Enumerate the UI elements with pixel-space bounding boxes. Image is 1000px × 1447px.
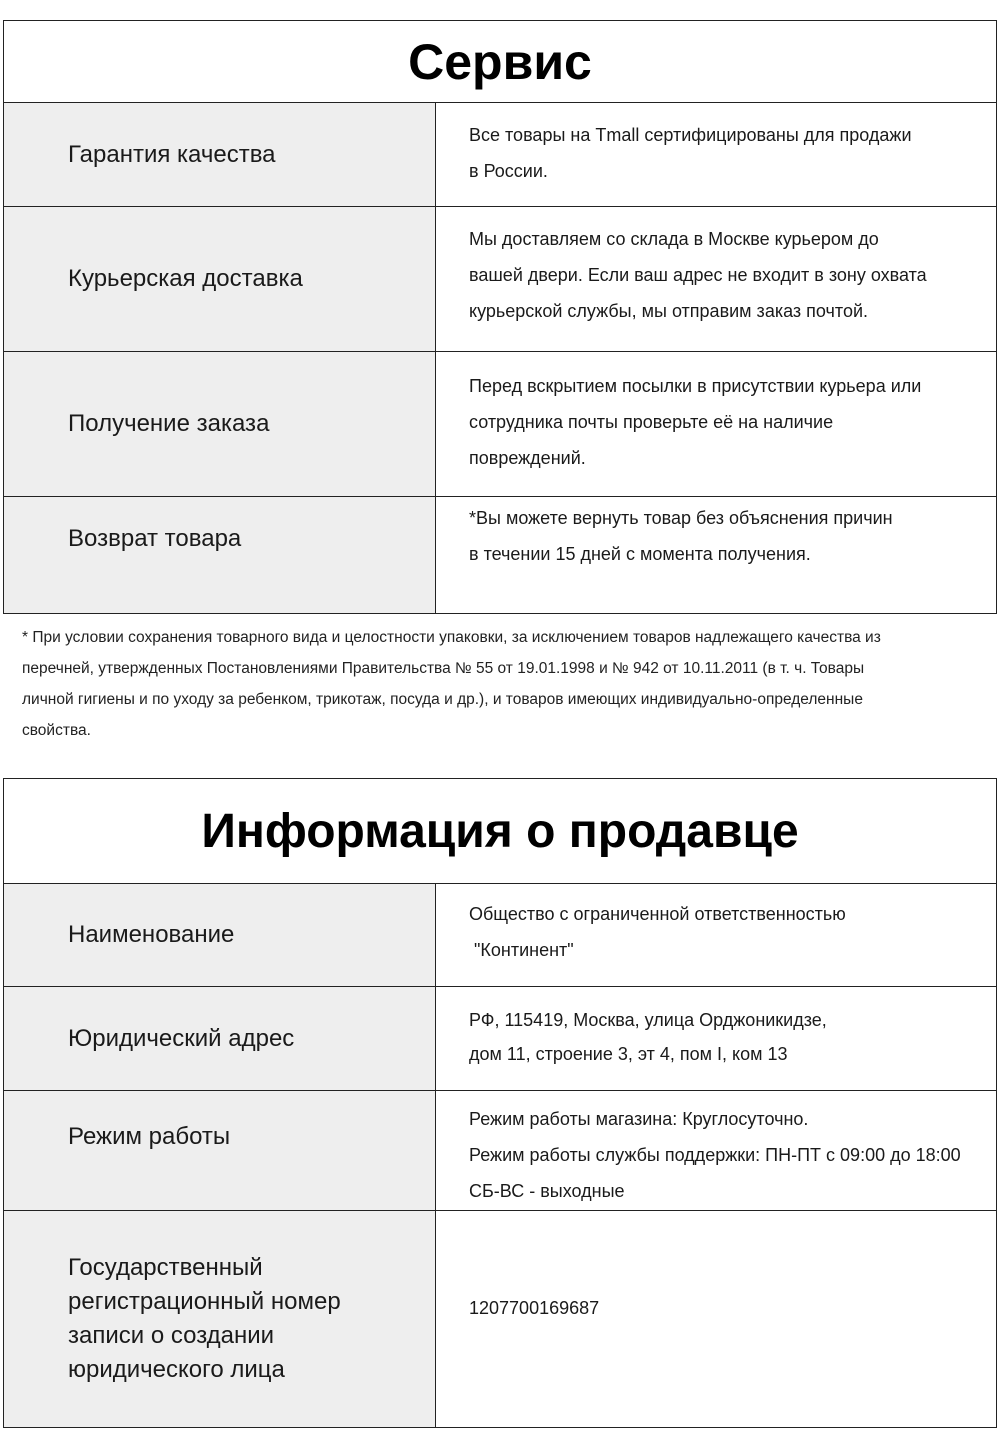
footnote-line: * При условии сохранения товарного вида и целостности упаковки, за исключением товаров надлежащего качества из [22, 629, 881, 646]
row-label: Возврат товара [4, 497, 436, 613]
value-line: сотрудника почты проверьте её на наличие [469, 412, 834, 432]
label-line: юридического лица [68, 1356, 285, 1383]
seller-row-name [4, 884, 996, 987]
value-line: вашей двери. Если ваш адрес не входит в зону охвата [469, 265, 927, 285]
seller-row-address [4, 987, 996, 1091]
value-line: 1207700169687 [469, 1298, 600, 1318]
footnote-line: личной гигиены и по уходу за ребенком, трикотаж, посуда и др.), и товаров имеющих индивидуально-определенные [22, 691, 863, 708]
value-line: повреждений. [469, 448, 586, 468]
seller-row-hours [4, 1091, 996, 1211]
return-footnote [22, 622, 987, 746]
service-row-receipt [4, 352, 996, 497]
label-line: Режим работы [68, 1123, 231, 1150]
value-line: "Континент" [469, 940, 574, 960]
service-table [3, 20, 997, 614]
value-line: Все товары на Tmall сертифицированы для продажи [469, 125, 912, 145]
row-label: Гарантия качества [4, 103, 436, 206]
value-line: РФ, 115419, Москва, улица Орджоникидзе, [469, 1010, 827, 1030]
value-line: курьерской службы, мы отправим заказ почтой. [469, 301, 869, 321]
label-line: записи о создании [68, 1322, 275, 1349]
footnote-line: свойства. [22, 722, 91, 739]
value-line: Общество с ограниченной ответственностью [469, 904, 846, 924]
label-line: Наименование [68, 921, 235, 948]
row-value [436, 103, 996, 206]
service-row-quality [4, 103, 996, 207]
label-line: Юридический адрес [68, 1024, 295, 1052]
label-line: Государственный [68, 1254, 263, 1281]
seller-title: Информация о продавце [4, 779, 996, 884]
row-label: Получение заказа [4, 352, 436, 496]
service-row-return [4, 497, 996, 613]
row-value [436, 497, 996, 613]
value-line: в течении 15 дней с момента получения. [469, 544, 811, 564]
row-value [436, 987, 996, 1090]
row-label [4, 1211, 436, 1427]
value-line: *Вы можете вернуть товар без объяснения причин [469, 508, 893, 528]
value-line: Мы доставляем со склада в Москве курьером до [469, 229, 879, 249]
service-row-delivery [4, 207, 996, 352]
row-value [436, 352, 996, 496]
row-value [436, 1211, 996, 1427]
value-line: Режим работы службы поддержки: ПН-ПТ с 09:00 до 18:00 [469, 1145, 961, 1165]
value-line: дом 11, строение 3, эт 4, пом I, ком 13 [469, 1044, 788, 1064]
row-label: Курьерская доставка [4, 207, 436, 351]
row-label [4, 884, 436, 986]
value-line: в России. [469, 161, 548, 181]
row-value [436, 1091, 996, 1210]
label-line: регистрационный номер [68, 1288, 341, 1315]
row-value [436, 207, 996, 351]
row-value [436, 884, 996, 986]
footnote-line: перечней, утвержденных Постановлениями Правительства № 55 от 19.01.1998 и № 942 от 10.11.2011 (в т. ч. Товары [22, 660, 865, 677]
value-line: Режим работы магазина: Круглосуточно. [469, 1109, 809, 1129]
value-line: Перед вскрытием посылки в присутствии курьера или [469, 376, 922, 396]
seller-row-ogrn [4, 1211, 996, 1427]
row-label [4, 987, 436, 1090]
seller-table [3, 778, 997, 1428]
value-line: СБ-ВС - выходные [469, 1181, 625, 1201]
service-title: Сервис [4, 21, 996, 103]
row-label [4, 1091, 436, 1210]
